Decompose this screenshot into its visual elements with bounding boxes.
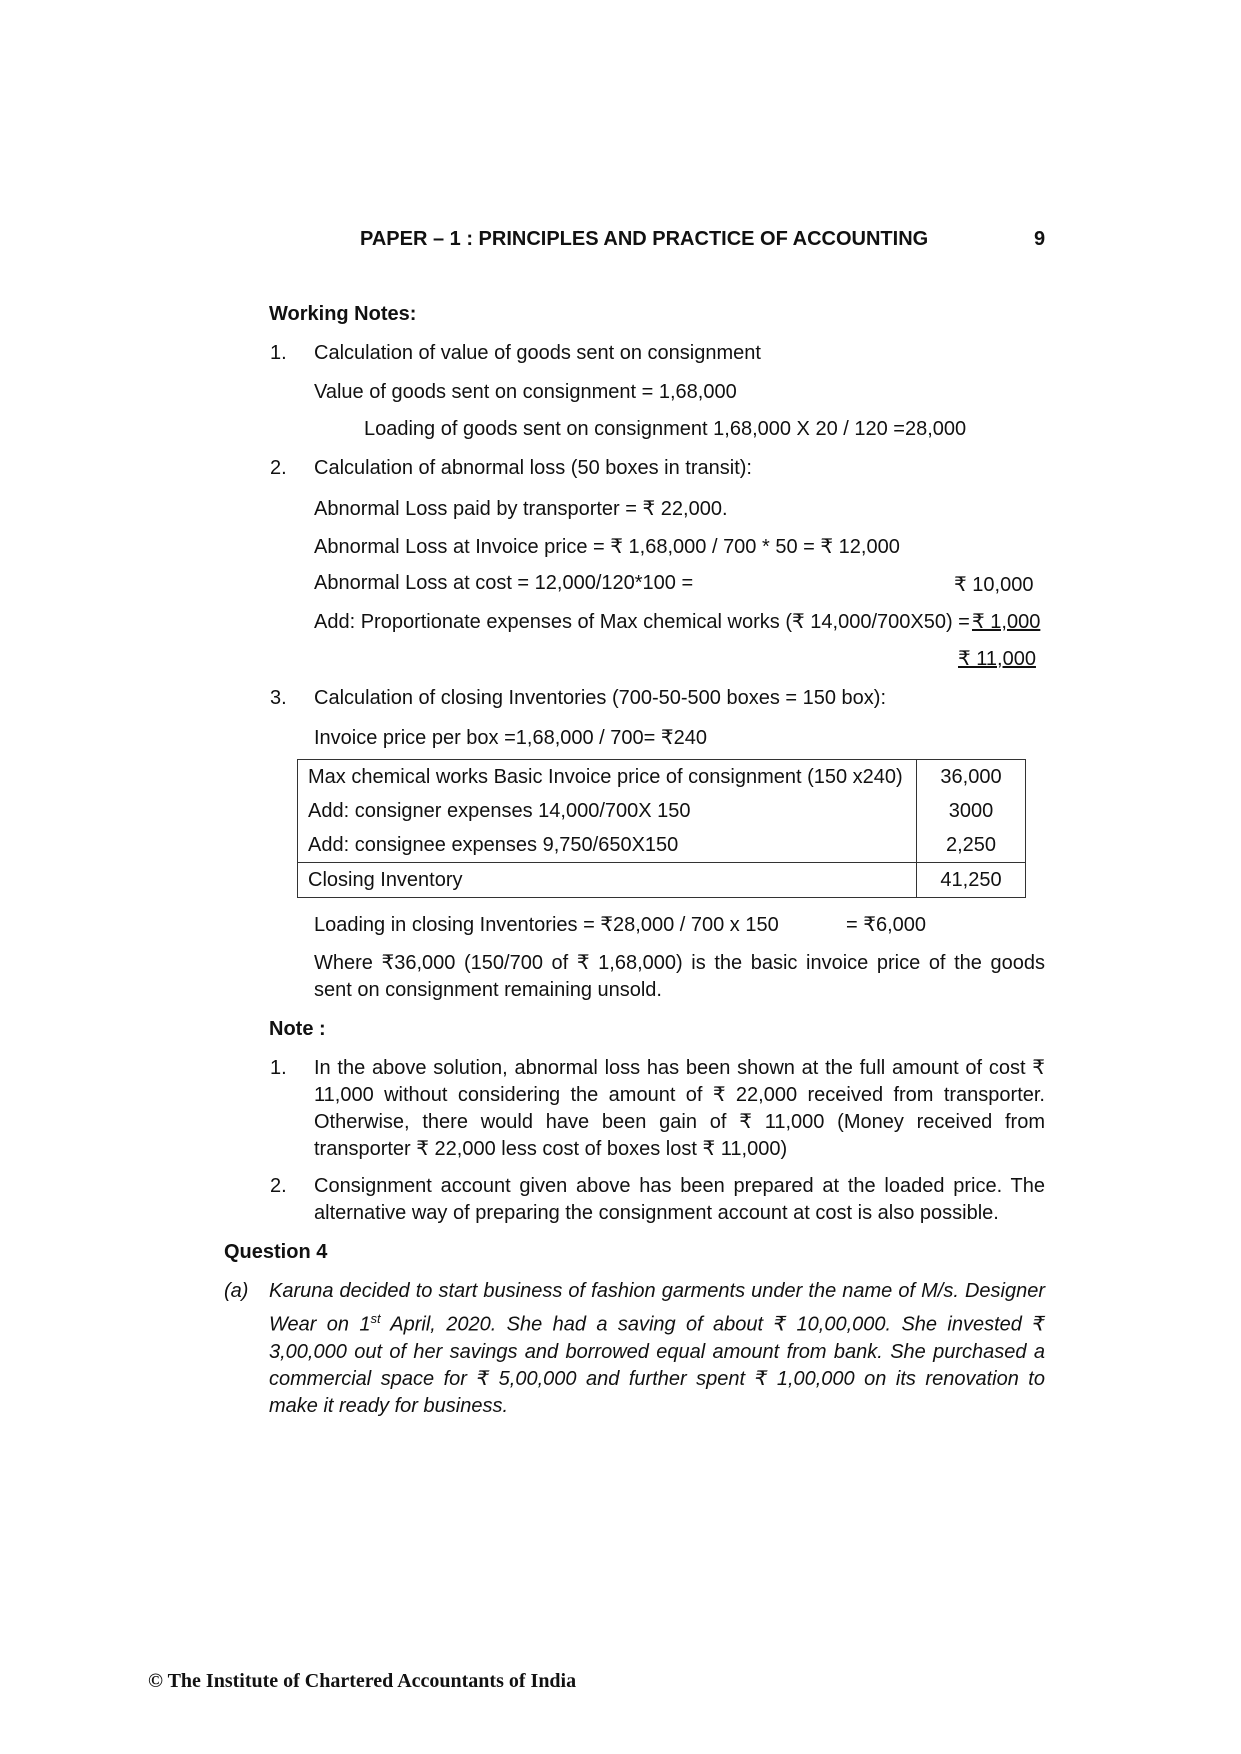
- table-cell-value: 41,250: [917, 863, 1026, 898]
- wn3-line1: Invoice price per box =1,68,000 / 700= ₹240: [314, 727, 707, 749]
- wn3-number: 3.: [270, 687, 287, 709]
- wn1-number: 1.: [270, 342, 287, 364]
- note1-text: In the above solution, abnormal loss has been shown at the full amount of cost ₹ 11,000 without considering the amount of ₹ 22,000 received from transporter. Otherwise, there would have been gain of ₹ 11,000 (Money received from transporter ₹ 22,000 less cost of boxes lost ₹ 11,000): [314, 1057, 1045, 1160]
- wn2-line4-value: ₹ 1,000: [972, 611, 1041, 633]
- wn3-title: Calculation of closing Inventories (700-50-500 boxes = 150 box):: [314, 687, 887, 709]
- wn3-loading-value: = ₹6,000: [846, 914, 927, 936]
- wn2-line2: Abnormal Loss at Invoice price = ₹ 1,68,000 / 700 * 50 = ₹ 12,000: [314, 536, 900, 558]
- wn3-where-text: Where ₹36,000 (150/700 of ₹ 1,68,000) is the basic invoice price of the goods sent on consignment remaining unsold.: [314, 952, 1045, 1001]
- note2-text: Consignment account given above has been prepared at the loaded price. The alternative way of preparing the consignment account at cost is also possible.: [314, 1175, 1045, 1224]
- table-cell-value: 2,250: [917, 828, 1026, 863]
- note-heading: Note :: [269, 1018, 326, 1040]
- table-row: [298, 760, 1026, 795]
- wn2-title: Calculation of abnormal loss (50 boxes in transit):: [314, 457, 752, 479]
- closing-inventory-table: [297, 759, 1026, 898]
- table-cell-value: 36,000: [917, 760, 1026, 795]
- table-row: [298, 794, 1026, 828]
- question-text-pre: Karuna decided to start business of fashion garments under the name of M/s. Designer Wear on 1: [269, 1280, 1045, 1336]
- wn2-number: 2.: [270, 457, 287, 479]
- wn1-line1: Value of goods sent on consignment = 1,68,000: [314, 381, 737, 403]
- table-cell-label: Max chemical works Basic Invoice price of consignment (150 x240): [308, 765, 903, 788]
- table-cell-label: Add: consigner expenses 14,000/700X 150: [308, 799, 691, 822]
- wn2-line4-label: Add: Proportionate expenses of Max chemical works (₹ 14,000/700X50) =: [314, 611, 970, 633]
- wn1-title: Calculation of value of goods sent on consignment: [314, 342, 761, 364]
- table-row-total: [298, 863, 1026, 898]
- page-header-title: PAPER – 1 : PRINCIPLES AND PRACTICE OF ACCOUNTING: [360, 228, 929, 250]
- wn2-total: ₹ 11,000: [958, 648, 1036, 670]
- table-cell-value: 3000: [917, 794, 1026, 828]
- question-text-sup: st: [370, 1311, 381, 1326]
- table-cell-label: Add: consignee expenses 9,750/650X150: [308, 833, 679, 856]
- wn1-line2: Loading of goods sent on consignment 1,68,000 X 20 / 120 =28,000: [364, 418, 967, 440]
- wn2-line3-value: ₹ 10,000: [954, 574, 1034, 596]
- question-text: [269, 1278, 1045, 1420]
- footer-copyright: © The Institute of Chartered Accountants of India: [148, 1670, 577, 1692]
- question-text-post: April, 2020. She had a saving of about ₹ 10,00,000. She invested ₹ 3,00,000 out of her savings and borrowed equal amount from bank. She purchased a commercial space for ₹ 5,00,000 and further spent ₹ 1,00,000 on its renovation to make it ready for business.: [269, 1313, 1045, 1417]
- question-part-label: (a): [224, 1280, 249, 1302]
- page-number: 9: [1034, 228, 1046, 250]
- wn3-loading-label: Loading in closing Inventories = ₹28,000 / 700 x 150: [314, 914, 779, 936]
- wn2-line1: Abnormal Loss paid by transporter = ₹ 22,000.: [314, 498, 728, 520]
- note1-number: 1.: [270, 1057, 287, 1079]
- question-heading: Question 4: [224, 1241, 328, 1263]
- table-cell-label: Closing Inventory: [298, 863, 917, 898]
- working-notes-heading: Working Notes:: [269, 303, 417, 325]
- wn2-line3-label: Abnormal Loss at cost = 12,000/120*100 =: [314, 572, 694, 594]
- note2-number: 2.: [270, 1175, 287, 1197]
- table-row: [298, 828, 1026, 863]
